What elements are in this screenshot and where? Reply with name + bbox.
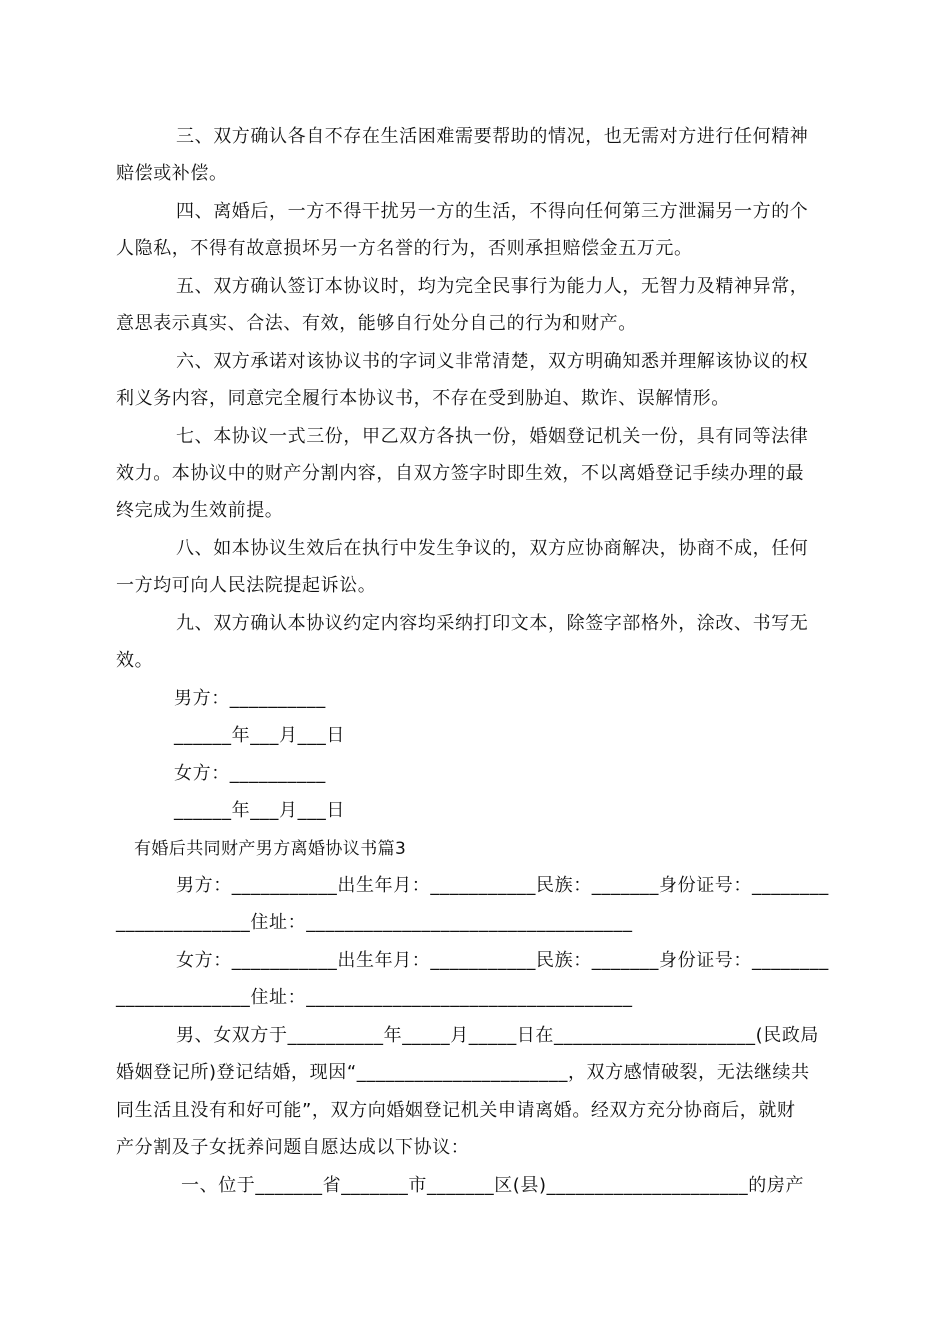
clause-4-line-1: 四、离婚后，一方不得干扰另一方的生活，不得向任何第三方泄漏另一方的个	[176, 201, 809, 222]
clause-7-line-1: 七、本协议一式三份，甲乙双方各执一份，婚姻登记机关一份，具有同等法律	[176, 426, 809, 447]
clause-8-line-2: 一方均可向人民法院提起诉讼。	[116, 575, 377, 596]
clause-5-line-1: 五、双方确认签订本协议时，均为完全民事行为能力人，无智力及精神异常，	[176, 276, 809, 297]
clause-3-line-1: 三、双方确认各自不存在生活困难需要帮助的情况，也无需对方进行任何精神	[176, 126, 809, 147]
clause-7-line-2: 效力。本协议中的财产分割内容，自双方签字时即生效，不以离婚登记手续办理的最	[116, 463, 805, 484]
clause-8-line-1: 八、如本协议生效后在执行中发生争议的，双方应协商解决，协商不成，任何	[176, 538, 809, 559]
female-info-line-2: ______________住址：__________________________________	[116, 987, 633, 1008]
intro-line-1: 男、女双方于__________年_____月_____日在_____________________(民政局	[176, 1025, 820, 1046]
male-info-line-1: 男方：___________出生年月：___________民族：_______身份证号：________	[176, 875, 829, 896]
female-signature-date: ______年___月___日	[174, 800, 345, 821]
male-signature-date: ______年___月___日	[174, 725, 345, 746]
female-signature-field: 女方：__________	[174, 763, 326, 784]
intro-line-2: 婚姻登记所)登记结婚，现因“______________________，双方感情破裂，无法继续共	[116, 1062, 810, 1083]
clause-6-line-1: 六、双方承诺对该协议书的字词义非常清楚，双方明确知悉并理解该协议的权	[176, 351, 809, 372]
male-signature-field: 男方：__________	[174, 688, 326, 709]
clause-9-line-1: 九、双方确认本协议约定内容均采纳打印文本，除签字部格外，涂改、书写无	[176, 613, 809, 634]
clause-5-line-2: 意思表示真实、合法、有效，能够自行处分自己的行为和财产。	[116, 313, 637, 334]
clause-6-line-2: 利义务内容，同意完全履行本协议书，不存在受到胁迫、欺诈、误解情形。	[116, 388, 730, 409]
male-info-line-2: ______________住址：__________________________________	[116, 912, 633, 933]
clause-7-line-3: 终完成为生效前提。	[116, 500, 284, 521]
intro-line-4: 产分割及子女抚养问题自愿达成以下协议：	[116, 1137, 470, 1158]
clause-9-line-2: 效。	[116, 650, 154, 671]
clause-4-line-2: 人隐私，不得有故意损坏另一方名誉的行为，否则承担赔偿金五万元。	[116, 238, 693, 259]
female-info-line-1: 女方：___________出生年月：___________民族：_______身份证号：________	[176, 950, 829, 971]
intro-line-3: 同生活且没有和好可能”，双方向婚姻登记机关申请离婚。经双方充分协商后，就财	[116, 1100, 796, 1121]
section-title: 有婚后共同财产男方离婚协议书篇3	[134, 839, 407, 859]
article-1-line: 一、位于_______省_______市_______区(县)_____________________的房产	[181, 1175, 805, 1196]
clause-3-line-2: 赔偿或补偿。	[116, 163, 228, 184]
